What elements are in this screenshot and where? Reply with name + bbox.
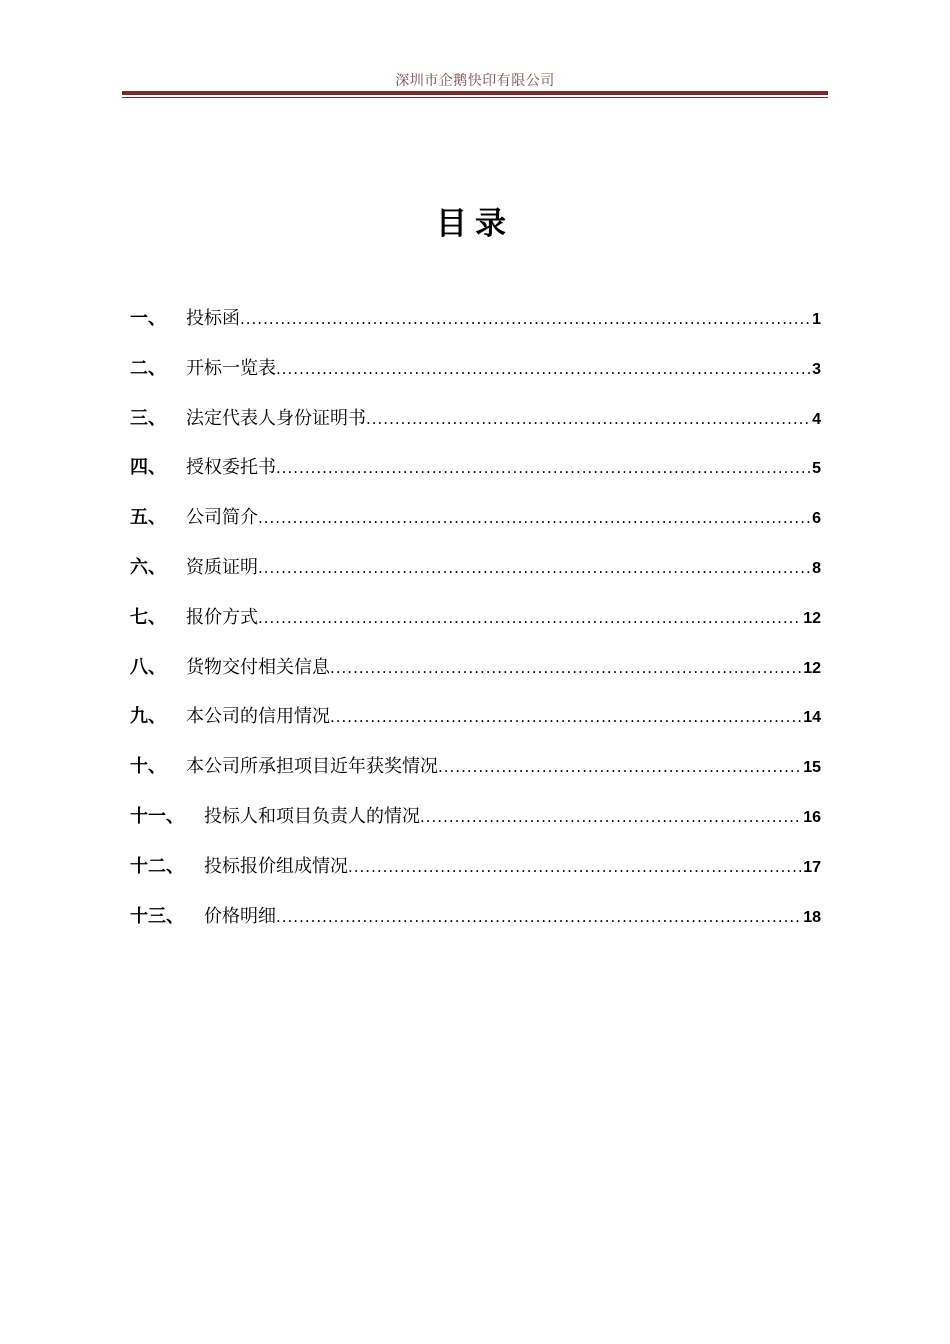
toc-entry-title: 本公司所承担项目近年获奖情况	[186, 756, 438, 778]
toc-entry-number: 四、	[130, 457, 166, 479]
toc-entry-page: 12	[803, 609, 821, 627]
header-rule-thick	[122, 91, 828, 95]
toc-entry[interactable]	[130, 356, 821, 406]
toc-entry-title: 开标一览表	[186, 357, 276, 379]
header-rule-thin	[122, 97, 828, 98]
page-header-company: 深圳市企鹅快印有限公司	[395, 73, 555, 89]
toc-dot-leader	[240, 306, 810, 332]
toc-entry-number: 三、	[130, 407, 166, 429]
toc-entry-page: 14	[803, 709, 821, 727]
toc-entry-page: 4	[812, 410, 821, 428]
toc-entry-page: 16	[803, 808, 821, 826]
toc-entry-title: 价格明细	[204, 905, 276, 927]
toc-entry-title: 公司简介	[186, 507, 258, 529]
toc-entry-number: 九、	[130, 706, 166, 728]
toc-entry-number: 七、	[130, 606, 166, 628]
toc-entry[interactable]	[130, 804, 821, 854]
toc-entry-title: 投标人和项目负责人的情况	[204, 805, 420, 827]
toc-entry-number: 六、	[130, 556, 166, 578]
toc-dot-leader	[276, 904, 801, 930]
toc-entry-title: 本公司的信用情况	[186, 706, 330, 728]
toc-entry[interactable]	[130, 605, 821, 655]
toc-dot-leader	[258, 555, 810, 581]
toc-entry-number: 一、	[130, 308, 166, 329]
toc-entry[interactable]	[130, 555, 821, 605]
toc-entry-title: 货物交付相关信息	[186, 656, 330, 678]
toc-dot-leader	[438, 754, 801, 780]
toc-entry-title: 授权委托书	[186, 457, 276, 479]
toc-entry-title: 法定代表人身份证明书	[186, 407, 366, 429]
toc-entry[interactable]	[130, 505, 821, 555]
toc-entry[interactable]	[130, 704, 821, 754]
toc-dot-leader	[276, 455, 810, 481]
toc-entry-number: 十二、	[130, 855, 184, 877]
toc-entry-page: 15	[803, 759, 821, 777]
toc-dot-leader	[366, 406, 810, 432]
toc-entry[interactable]	[130, 854, 821, 904]
toc-dot-leader	[258, 505, 810, 531]
toc-entry[interactable]	[130, 754, 821, 804]
toc-entry-number: 二、	[130, 357, 166, 379]
toc-entry-page: 8	[812, 559, 821, 577]
toc-list	[130, 306, 821, 953]
toc-dot-leader	[330, 704, 801, 730]
toc-entry-page: 1	[812, 311, 821, 328]
toc-entry-title: 投标报价组成情况	[204, 855, 348, 877]
toc-entry[interactable]	[130, 306, 821, 356]
toc-entry[interactable]	[130, 655, 821, 705]
toc-entry-page: 12	[803, 659, 821, 677]
toc-entry-title: 投标函	[186, 308, 240, 329]
toc-dot-leader	[330, 655, 801, 681]
toc-entry-page: 18	[803, 908, 821, 926]
toc-entry-page: 17	[803, 858, 821, 876]
toc-entry-number: 十一、	[130, 805, 184, 827]
toc-entry-number: 八、	[130, 656, 166, 678]
toc-dot-leader	[420, 804, 801, 830]
toc-entry-number: 十、	[130, 756, 166, 778]
toc-entry-title: 资质证明	[186, 556, 258, 578]
toc-entry-title: 报价方式	[186, 606, 258, 628]
toc-dot-leader	[348, 854, 801, 880]
toc-entry-number: 十三、	[130, 905, 184, 927]
toc-dot-leader	[276, 356, 810, 382]
toc-entry[interactable]	[130, 904, 821, 954]
toc-entry[interactable]	[130, 455, 821, 505]
toc-entry-page: 3	[812, 360, 821, 378]
toc-entry-number: 五、	[130, 507, 166, 529]
toc-entry[interactable]	[130, 406, 821, 456]
toc-title: 目录	[436, 206, 514, 242]
toc-dot-leader	[258, 605, 801, 631]
toc-entry-page: 5	[812, 460, 821, 478]
toc-entry-page: 6	[812, 510, 821, 528]
